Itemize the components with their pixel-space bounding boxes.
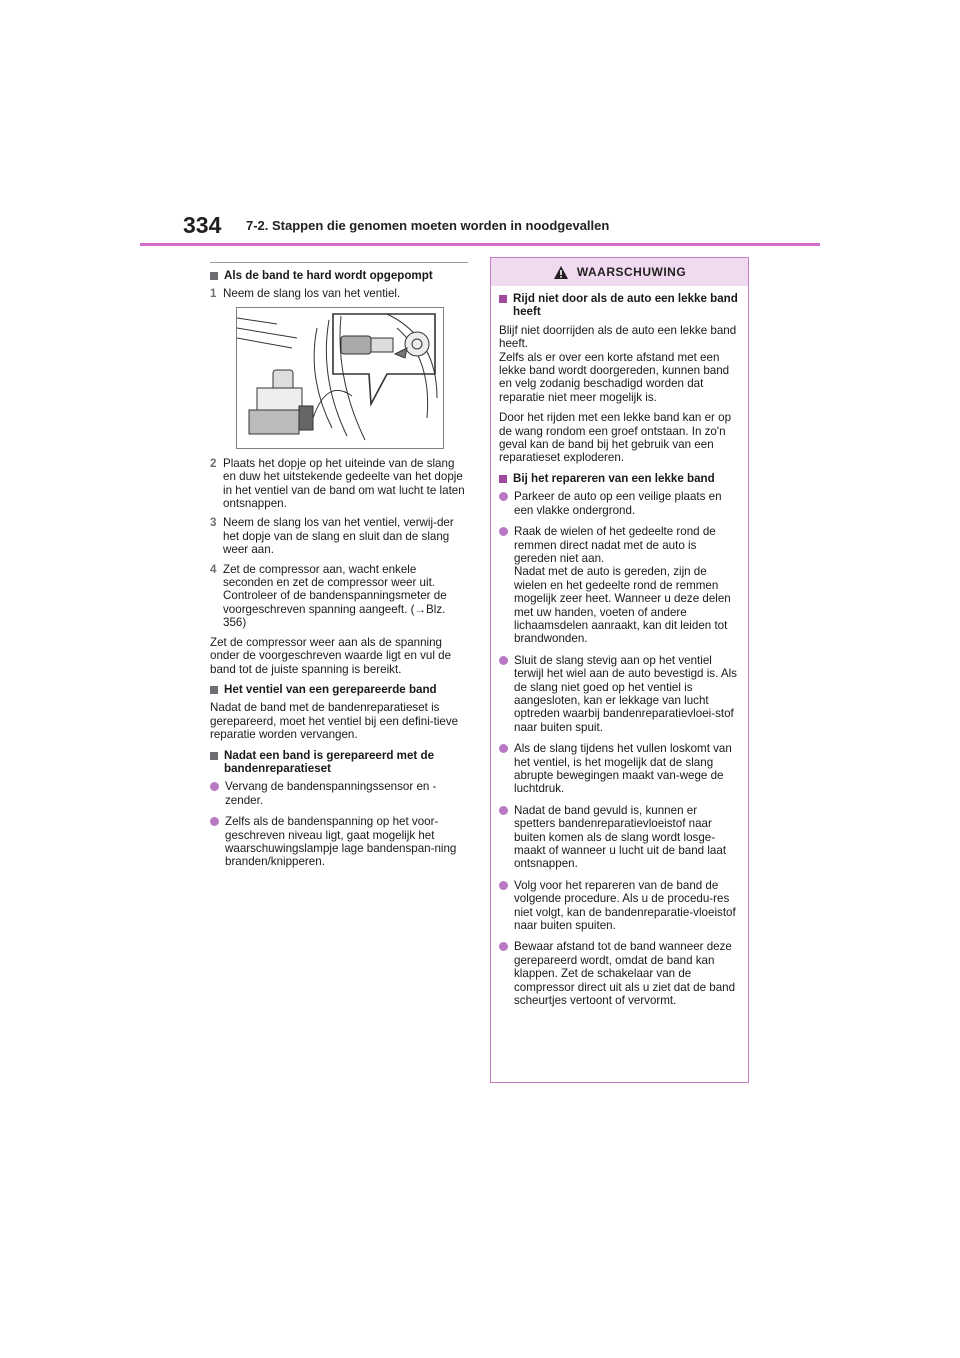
square-bullet-icon xyxy=(210,752,218,760)
left-column xyxy=(210,262,468,877)
warning-title: WAARSCHUWING xyxy=(576,265,687,279)
hose-disconnect-illustration xyxy=(237,308,443,448)
figure-hose-valve-illustration xyxy=(236,307,444,449)
list-item: Nadat de band gevuld is, kunnen er spetters bandenreparatievloeistof naar buiten komen als de slang wordt losge-maakt of wanneer u lucht uit de band laat ontsnappen. xyxy=(499,804,740,871)
section-rule xyxy=(210,262,468,263)
header-divider xyxy=(140,243,820,246)
warning-body xyxy=(491,286,748,1008)
heading-after-repair: Nadat een band is gerepareerd met de bandenreparatieset xyxy=(210,749,468,776)
warning-paragraph: Blijf niet doorrijden als de auto een lekke band heeft. xyxy=(499,323,737,351)
square-bullet-icon xyxy=(210,272,218,280)
round-bullet-icon xyxy=(210,817,219,826)
round-bullet-icon xyxy=(499,744,508,753)
paragraph-valve-replace: Nadat de band met de bandenreparatieset is gerepareerd, moet het ventiel bij een defini-tieve reparatie worden vervangen. xyxy=(210,701,459,742)
list-item: Bewaar afstand tot de band wanneer deze gerepareerd wordt, omdat de band kan klappen. Zet de schakelaar van de compressor direct uit als u ziet dat de band scheurtjes vertoont of vervormt. xyxy=(499,940,740,1007)
warning-header xyxy=(491,258,748,286)
square-bullet-icon xyxy=(499,295,507,303)
square-bullet-icon xyxy=(499,475,507,483)
step-1: 1 Neem de slang los van het ventiel. xyxy=(210,287,401,301)
step-3: 3 Neem de slang los van het ventiel, verwij-der het dopje van de slang en sluit dan de slang weer aan. xyxy=(210,516,454,557)
round-bullet-icon xyxy=(499,806,508,815)
round-bullet-icon xyxy=(499,942,508,951)
page-number: 334 xyxy=(183,212,222,238)
list-item: Parkeer de auto op een veilige plaats en een vlakke ondergrond. xyxy=(499,490,740,517)
section-title: 7-2. Stappen die genomen moeten worden in noodgevallen xyxy=(246,218,610,233)
warning-triangle-icon xyxy=(553,265,569,280)
heading-repaired-valve: Het ventiel van een gerepareerde band xyxy=(210,683,468,696)
paragraph-reinflate: Zet de compressor weer aan als de spanning onder de voorgeschreven waarde ligt en vul de band tot de juiste spanning is bereikt. xyxy=(210,635,452,676)
list-item: Zelfs als de bandenspanning op het voor-geschreven niveau ligt, gaat mogelijk het waarschuwingslampje lage bandenspan-ning branden/knipperen. xyxy=(210,815,468,869)
round-bullet-icon xyxy=(499,492,508,501)
list-item: Raak de wielen of het gedeelte rond de remmen direct nadat met de auto is gereden niet aan. Nadat met de auto is gereden, zijn de wielen en het gedeelte rond de remmen mogelijk zeer heet. Wanneer u deze delen met uw handen, voeten of andere lichaamsdelen aanraakt, kan dit leiden tot brandwonden. xyxy=(499,525,740,646)
warning-box xyxy=(490,257,749,1083)
page-header xyxy=(0,0,960,250)
step-2: 2 Plaats het dopje op het uiteinde van de slang en duw het uitstekende gedeelte van het dopje in het ventiel van de band om wat lucht te laten ontsnappen. xyxy=(210,456,465,511)
warning-paragraph: Door het rijden met een lekke band kan er op de wang rondom een groef ontstaan. In zo'n geval kan de band bij het gebruik van een reparatieset exploderen. xyxy=(499,411,732,465)
square-bullet-icon xyxy=(210,686,218,694)
round-bullet-icon xyxy=(499,656,508,665)
list-item: Volg voor het repareren van de band de volgende procedure. Als u de procedu-res niet volgt, kan de bandenreparatie-vloeistof naar buiten spuiten. xyxy=(499,879,740,933)
round-bullet-icon xyxy=(499,881,508,890)
warning-heading-repair: Bij het repareren van een lekke band xyxy=(499,472,740,485)
list-item: Sluit de slang stevig aan op het ventiel terwijl het wiel aan de auto bevestigd is. Als de slang niet goed op het ventiel is aangesloten, kan er lekkage van lucht optreden waarbij bandenreparatievloei-stof naar buiten spuit. xyxy=(499,654,740,734)
warning-paragraph: Zelfs als er over een korte afstand met een lekke band wordt doorgereden, kunnen band en velg zodanig beschadigd worden dat reparatie niet meer mogelijk is. xyxy=(499,350,730,404)
step-4: 4 Zet de compressor aan, wacht enkele seconden en zet de compressor weer uit. Controleer of de bandenspanningsmeter de voorgeschreven spanning aangeeft. (→Blz. 356) xyxy=(210,562,447,630)
round-bullet-icon xyxy=(499,527,508,536)
list-item: Als de slang tijdens het vullen loskomt van het ventiel, is het mogelijk dat de slang abrupte bewegingen maakt van-wege de luchtdruk. xyxy=(499,742,740,796)
round-bullet-icon xyxy=(210,782,219,791)
warning-heading-flat-tire: Rijd niet door als de auto een lekke band heeft xyxy=(499,292,740,319)
heading-overinflated: Als de band te hard wordt opgepompt xyxy=(210,269,468,282)
list-item: Vervang de bandenspanningssensor en -zender. xyxy=(210,780,468,807)
